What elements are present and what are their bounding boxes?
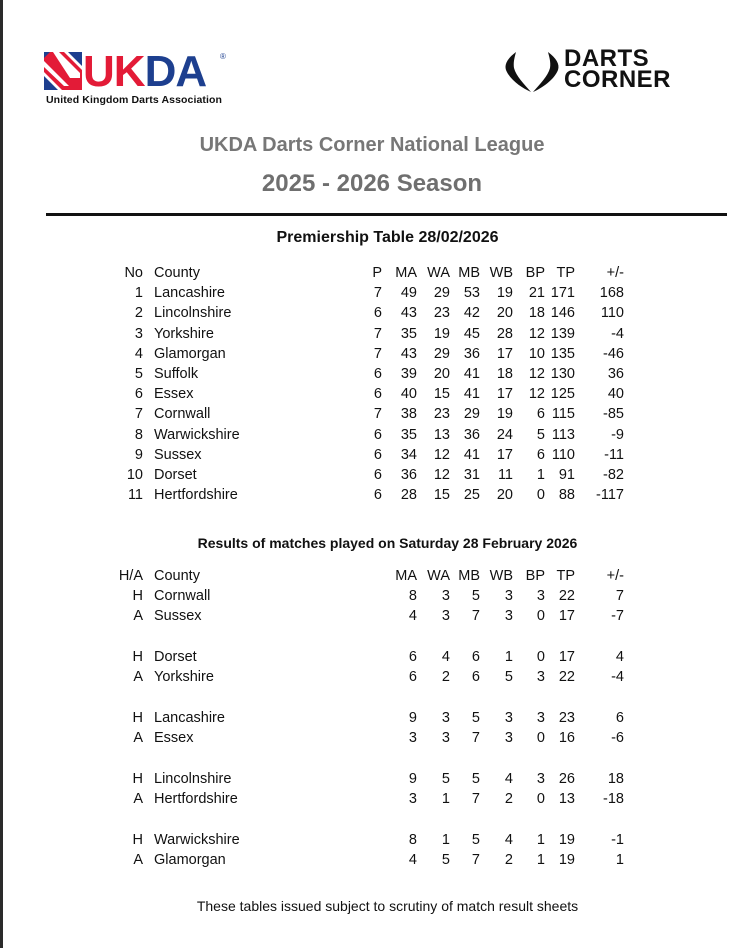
cell-tp: 135 — [550, 345, 575, 362]
cell-no: 10 — [126, 466, 143, 483]
col-header-bp: BP — [525, 568, 545, 584]
cell-wb: 2 — [504, 851, 513, 868]
ukda-logo — [44, 47, 234, 112]
cell-wa: 5 — [441, 770, 450, 787]
results-table — [0, 568, 755, 872]
cell-diff: -117 — [596, 487, 624, 504]
result-row-away — [0, 852, 755, 872]
ukda-wordmark — [44, 47, 207, 96]
cell-ma: 39 — [400, 365, 417, 382]
cell-diff: -1 — [611, 831, 624, 848]
cell-ha: H — [132, 770, 143, 787]
cell-tp: 17 — [558, 649, 575, 666]
cell-mb: 5 — [471, 709, 480, 726]
cell-tp: 110 — [551, 446, 575, 463]
cell-p: 6 — [373, 466, 382, 483]
cell-mb: 5 — [471, 588, 480, 605]
cell-diff: -85 — [603, 406, 624, 423]
cell-bp: 0 — [536, 730, 545, 747]
col-header-ma: MA — [395, 265, 417, 281]
cell-county: Dorset — [154, 649, 197, 666]
cell-county: Yorkshire — [154, 325, 214, 342]
cell-ma: 9 — [408, 770, 417, 787]
cell-mb: 25 — [463, 487, 480, 504]
cell-diff: -18 — [603, 791, 624, 807]
cell-bp: 18 — [528, 305, 545, 322]
col-header-county: County — [154, 265, 200, 281]
cell-wa: 20 — [433, 365, 450, 382]
cell-wa: 3 — [441, 730, 450, 747]
standings-row — [0, 487, 755, 507]
cell-mb: 7 — [471, 851, 480, 868]
cell-bp: 10 — [528, 345, 545, 362]
col-header-no: No — [124, 265, 143, 281]
col-header-bp: BP — [525, 265, 545, 281]
cell-wa: 3 — [441, 608, 450, 625]
cell-ma: 8 — [408, 588, 417, 605]
footer-note: These tables issued subject to scrutiny of match result sheets — [196, 898, 579, 914]
cell-county: Glamorgan — [154, 345, 226, 362]
cell-mb: 42 — [463, 305, 480, 322]
darts-corner-line1: DARTS — [564, 45, 650, 72]
cell-wa: 23 — [433, 406, 450, 423]
cell-diff: -7 — [611, 608, 624, 625]
cell-diff: 40 — [607, 386, 624, 403]
cell-mb: 53 — [463, 285, 480, 302]
result-row-away — [0, 730, 755, 750]
col-header-diff: +/- — [606, 265, 624, 281]
cell-tp: 91 — [558, 466, 575, 483]
cell-wb: 3 — [504, 588, 513, 605]
header-divider — [46, 213, 727, 216]
cell-bp: 6 — [536, 446, 545, 463]
cell-ha: H — [132, 588, 143, 605]
premiership-table — [0, 265, 755, 507]
cell-ma: 3 — [408, 791, 417, 807]
darts-corner-wordmark — [564, 45, 672, 93]
result-row-home — [0, 832, 755, 852]
union-flag-arrow-icon — [44, 52, 82, 90]
cell-diff: 1 — [615, 851, 624, 868]
col-header-p: P — [372, 265, 382, 281]
standings-row — [0, 406, 755, 426]
cell-diff: -4 — [611, 669, 624, 686]
cell-diff: -82 — [603, 466, 624, 483]
standings-row — [0, 326, 755, 346]
cell-p: 6 — [373, 386, 382, 403]
cell-diff: 168 — [599, 285, 624, 302]
cell-diff: 36 — [607, 365, 624, 382]
cell-mb: 45 — [463, 325, 480, 342]
result-row-home — [0, 588, 755, 608]
standings-row — [0, 285, 755, 305]
cell-tp: 115 — [551, 406, 575, 423]
cell-tp: 125 — [550, 386, 575, 403]
col-header-mb: MB — [458, 568, 480, 584]
darts-corner-shield-icon — [504, 50, 560, 92]
result-row-away — [0, 791, 755, 811]
cell-wa: 19 — [433, 325, 450, 342]
cell-wa: 15 — [433, 487, 450, 504]
result-row-home — [0, 710, 755, 730]
premiership-header-row — [0, 265, 755, 285]
cell-county: Sussex — [154, 446, 202, 463]
cell-ma: 35 — [400, 325, 417, 342]
cell-bp: 3 — [536, 770, 545, 787]
cell-tp: 139 — [550, 325, 575, 342]
cell-ha: H — [132, 709, 143, 726]
cell-wb: 17 — [496, 345, 513, 362]
cell-tp: 130 — [550, 365, 575, 382]
cell-p: 7 — [373, 345, 382, 362]
cell-tp: 16 — [558, 730, 575, 747]
standings-row — [0, 447, 755, 467]
cell-ma: 6 — [408, 649, 417, 666]
cell-bp: 1 — [536, 831, 545, 848]
cell-bp: 1 — [536, 466, 545, 483]
cell-county: Cornwall — [154, 406, 211, 423]
cell-wb: 3 — [504, 730, 513, 747]
cell-bp: 21 — [528, 285, 545, 302]
col-header-wb: WB — [489, 568, 513, 584]
standings-row — [0, 346, 755, 366]
cell-county: Warwickshire — [154, 426, 240, 443]
cell-no: 11 — [127, 487, 143, 504]
cell-county: Suffolk — [154, 365, 199, 382]
cell-county: Lincolnshire — [154, 770, 232, 787]
cell-ha: H — [132, 831, 143, 848]
cell-tp: 88 — [558, 487, 575, 504]
cell-no: 7 — [134, 406, 143, 423]
cell-ha: A — [133, 608, 143, 625]
cell-bp: 1 — [536, 851, 545, 868]
cell-wa: 4 — [441, 649, 450, 666]
cell-ha: H — [132, 649, 143, 666]
cell-mb: 41 — [463, 365, 480, 382]
season-title: 2025 - 2026 Season — [261, 170, 483, 197]
darts-corner-line2: CORNER — [564, 66, 672, 93]
cell-diff: 18 — [607, 770, 624, 787]
cell-ha: A — [133, 730, 143, 747]
cell-county: Lancashire — [154, 285, 225, 302]
cell-wb: 3 — [504, 709, 513, 726]
cell-p: 7 — [373, 406, 382, 423]
cell-wa: 13 — [433, 426, 450, 443]
match-spacer — [0, 750, 755, 771]
cell-bp: 6 — [536, 406, 545, 423]
ukda-letters — [83, 47, 207, 96]
cell-county: Essex — [154, 386, 194, 403]
results-heading: Results of matches played on Saturday 28 February 2026 — [197, 535, 578, 551]
cell-ma: 34 — [400, 446, 417, 463]
match-spacer — [0, 689, 755, 710]
cell-mb: 7 — [471, 791, 480, 807]
col-header-county: County — [154, 568, 200, 584]
cell-ma: 8 — [408, 831, 417, 848]
cell-wb: 4 — [504, 770, 513, 787]
cell-wb: 11 — [497, 466, 513, 483]
cell-tp: 13 — [558, 791, 575, 807]
cell-diff: -6 — [611, 730, 624, 747]
cell-diff: -4 — [611, 325, 624, 342]
cell-county: Lincolnshire — [154, 305, 232, 322]
cell-wb: 2 — [504, 791, 513, 807]
cell-tp: 171 — [550, 285, 575, 302]
cell-p: 6 — [373, 446, 382, 463]
cell-bp: 0 — [536, 487, 545, 504]
results-header-row — [0, 568, 755, 588]
cell-wa: 3 — [441, 588, 450, 605]
cell-county: Essex — [154, 730, 194, 747]
cell-tp: 23 — [558, 709, 575, 726]
col-header-tp: TP — [556, 265, 575, 281]
cell-diff: -9 — [611, 426, 624, 443]
cell-wa: 29 — [433, 285, 450, 302]
cell-diff: 4 — [615, 649, 624, 666]
cell-ha: A — [133, 791, 143, 807]
cell-mb: 29 — [463, 406, 480, 423]
cell-no: 5 — [134, 365, 143, 382]
cell-ma: 3 — [408, 730, 417, 747]
cell-county: Dorset — [154, 466, 197, 483]
match-spacer — [0, 629, 755, 650]
standings-row — [0, 386, 755, 406]
col-header-diff: +/- — [606, 568, 624, 584]
cell-ma: 43 — [400, 305, 417, 322]
cell-tp: 146 — [550, 305, 575, 322]
darts-corner-logo — [504, 45, 724, 96]
cell-wb: 19 — [496, 406, 513, 423]
cell-bp: 3 — [536, 669, 545, 686]
cell-p: 7 — [373, 285, 382, 302]
cell-wb: 3 — [504, 608, 513, 625]
cell-bp: 0 — [536, 649, 545, 666]
cell-wa: 15 — [433, 386, 450, 403]
col-header-mb: MB — [458, 265, 480, 281]
cell-mb: 41 — [463, 446, 480, 463]
cell-wa: 12 — [433, 466, 450, 483]
result-row-home — [0, 649, 755, 669]
cell-bp: 0 — [536, 608, 545, 625]
cell-wa: 29 — [433, 345, 450, 362]
col-header-ha: H/A — [118, 568, 143, 584]
cell-wb: 24 — [496, 426, 513, 443]
premiership-heading: Premiership Table 28/02/2026 — [276, 229, 499, 246]
standings-row — [0, 366, 755, 386]
cell-county: Hertfordshire — [154, 791, 238, 807]
cell-no: 9 — [134, 446, 143, 463]
cell-wb: 17 — [496, 446, 513, 463]
result-row-away — [0, 669, 755, 689]
cell-tp: 113 — [551, 426, 575, 443]
cell-wb: 17 — [496, 386, 513, 403]
cell-bp: 0 — [536, 791, 545, 807]
cell-county: Cornwall — [154, 588, 211, 605]
cell-no: 2 — [134, 305, 143, 322]
cell-diff: -46 — [603, 345, 624, 362]
cell-diff: 7 — [615, 588, 624, 605]
cell-wa: 5 — [441, 851, 450, 868]
cell-county: Sussex — [154, 608, 202, 625]
cell-wa: 1 — [441, 791, 450, 807]
col-header-tp: TP — [556, 568, 575, 584]
cell-bp: 5 — [536, 426, 545, 443]
cell-no: 6 — [134, 386, 143, 403]
standings-row — [0, 305, 755, 325]
cell-ma: 6 — [408, 669, 417, 686]
result-row-home — [0, 771, 755, 791]
cell-mb: 6 — [471, 669, 480, 686]
cell-ma: 36 — [400, 466, 417, 483]
result-row-away — [0, 608, 755, 628]
cell-mb: 5 — [471, 831, 480, 848]
cell-tp: 22 — [558, 669, 575, 686]
standings-row — [0, 467, 755, 487]
cell-wb: 20 — [496, 487, 513, 504]
cell-county: Yorkshire — [154, 669, 214, 686]
col-header-wa: WA — [427, 568, 450, 584]
cell-p: 6 — [373, 305, 382, 322]
cell-diff: -11 — [604, 446, 624, 463]
cell-ma: 4 — [408, 851, 417, 868]
cell-wb: 4 — [504, 831, 513, 848]
ukda-subtitle: United Kingdom Darts Association — [46, 94, 223, 106]
cell-mb: 36 — [463, 426, 480, 443]
cell-wa: 1 — [441, 831, 450, 848]
league-title: UKDA Darts Corner National League — [199, 134, 545, 156]
cell-no: 1 — [134, 285, 143, 302]
cell-mb: 7 — [471, 608, 480, 625]
cell-mb: 41 — [463, 386, 480, 403]
cell-bp: 12 — [528, 325, 545, 342]
cell-ma: 38 — [400, 406, 417, 423]
cell-tp: 19 — [558, 851, 575, 868]
col-header-ma: MA — [395, 568, 417, 584]
registered-mark: ® — [220, 52, 226, 61]
cell-mb: 5 — [471, 770, 480, 787]
cell-county: Warwickshire — [154, 831, 240, 848]
cell-county: Glamorgan — [154, 851, 226, 868]
cell-no: 8 — [134, 426, 143, 443]
ukda-letters-uk: UK — [83, 47, 145, 96]
standings-row — [0, 427, 755, 447]
cell-tp: 26 — [558, 770, 575, 787]
cell-wb: 18 — [496, 365, 513, 382]
cell-mb: 6 — [471, 649, 480, 666]
cell-ha: A — [133, 851, 143, 868]
cell-ma: 28 — [400, 487, 417, 504]
cell-mb: 7 — [471, 730, 480, 747]
cell-p: 7 — [373, 325, 382, 342]
cell-mb: 31 — [463, 466, 480, 483]
cell-wb: 1 — [504, 649, 513, 666]
cell-p: 6 — [373, 365, 382, 382]
cell-wb: 19 — [496, 285, 513, 302]
cell-p: 6 — [373, 426, 382, 443]
cell-tp: 19 — [558, 831, 575, 848]
cell-diff: 6 — [615, 709, 624, 726]
col-header-wb: WB — [489, 265, 513, 281]
cell-wa: 12 — [433, 446, 450, 463]
cell-county: Lancashire — [154, 709, 225, 726]
cell-p: 6 — [373, 487, 382, 504]
cell-no: 3 — [134, 325, 143, 342]
cell-bp: 12 — [528, 365, 545, 382]
cell-wb: 5 — [504, 669, 513, 686]
cell-ma: 35 — [400, 426, 417, 443]
cell-ma: 4 — [408, 608, 417, 625]
cell-wa: 2 — [441, 669, 450, 686]
cell-wa: 23 — [433, 305, 450, 322]
cell-mb: 36 — [463, 345, 480, 362]
cell-bp: 3 — [536, 588, 545, 605]
cell-ma: 43 — [400, 345, 417, 362]
cell-ma: 40 — [400, 386, 417, 403]
cell-no: 4 — [134, 345, 143, 362]
cell-wa: 3 — [441, 709, 450, 726]
match-spacer — [0, 811, 755, 832]
cell-ha: A — [133, 669, 143, 686]
cell-bp: 3 — [536, 709, 545, 726]
cell-county: Hertfordshire — [154, 487, 238, 504]
cell-tp: 22 — [558, 588, 575, 605]
ukda-letters-da: DA — [144, 47, 207, 96]
cell-wb: 28 — [496, 325, 513, 342]
col-header-wa: WA — [427, 265, 450, 281]
cell-tp: 17 — [558, 608, 575, 625]
cell-wb: 20 — [496, 305, 513, 322]
cell-bp: 12 — [528, 386, 545, 403]
cell-diff: 110 — [600, 305, 624, 322]
cell-ma: 49 — [400, 285, 417, 302]
cell-ma: 9 — [408, 709, 417, 726]
